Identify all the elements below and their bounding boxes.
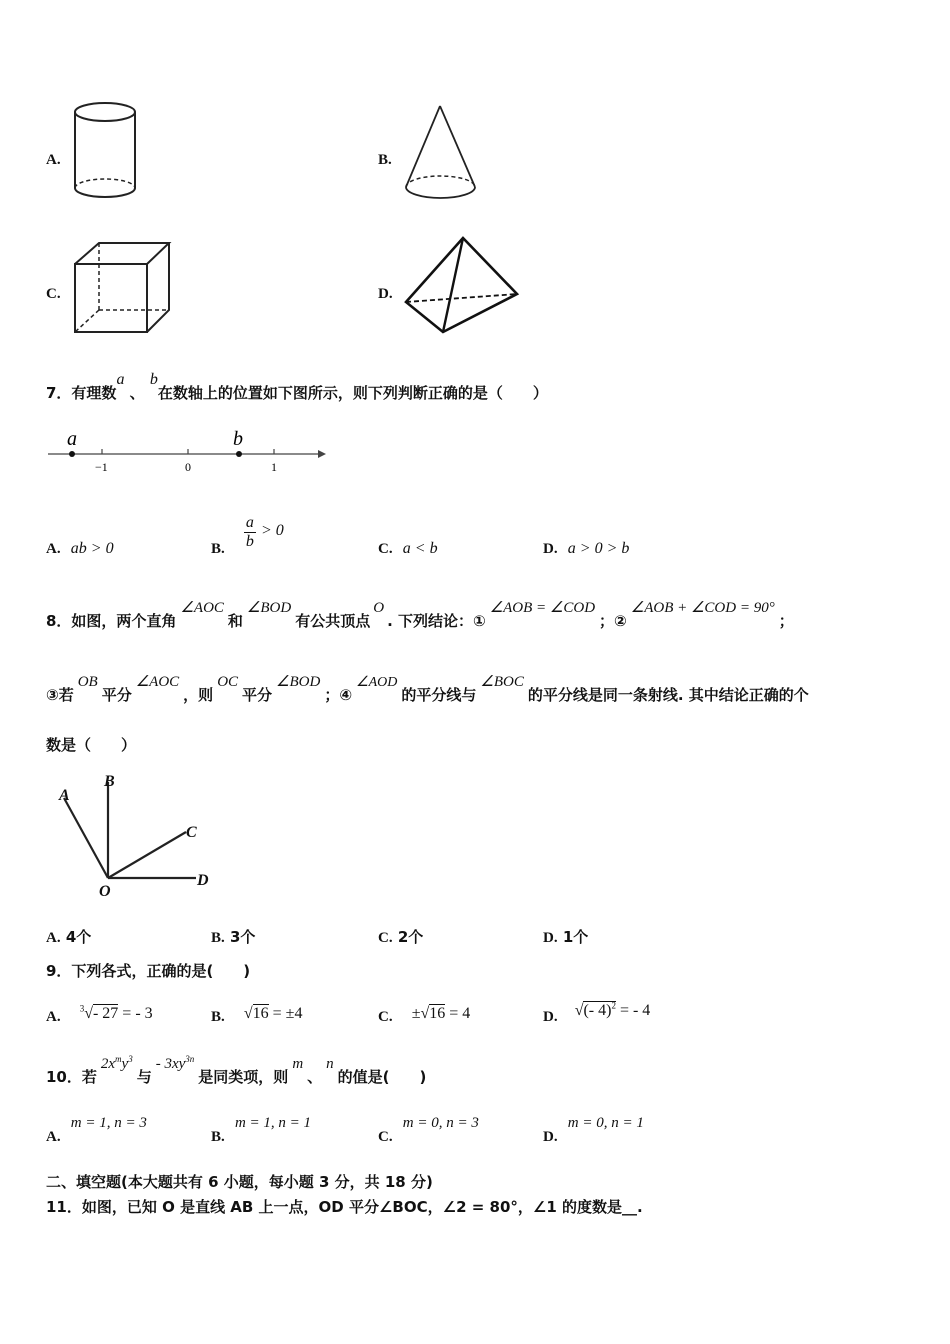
- q8-line-1: 8．如图，两个直角∠AOC和∠BOD有公共顶点O. 下列结论：①∠AOB = ∠COD；②∠AOB + ∠COD = 90°；: [46, 600, 794, 630]
- q8-line-3: 数是（ ）: [46, 736, 137, 754]
- square-root: √16 = ±4: [243, 1005, 303, 1022]
- q9-option-a[interactable]: A. $^3$√- 27 = - 3: [46, 1003, 153, 1025]
- conclusion-1: ∠AOB = ∠COD: [489, 600, 596, 616]
- number-line: [46, 425, 326, 480]
- tick-minus-1: −1: [95, 460, 108, 474]
- plus-minus-root: ±√16 = 4: [411, 1005, 471, 1022]
- axis-label-a: a: [67, 428, 77, 450]
- q9-option-d[interactable]: D. √(- 4)$^2$ = - 4: [543, 1000, 651, 1025]
- fig-label-a: A: [59, 787, 70, 804]
- q7-stem: [46, 371, 548, 403]
- fraction: $\frac{a}{b}$: [245, 514, 254, 550]
- section-2-title: 二、填空题(本大题共有 6 小题，每小题 3 分，共 18 分): [46, 1173, 433, 1191]
- angle-aoc: ∠AOC: [180, 600, 224, 616]
- pyramid-figure: [402, 234, 522, 338]
- option-d-label: D.: [378, 286, 393, 302]
- q7-prefix: 7．有理数: [46, 384, 117, 402]
- q8-option-a[interactable]: A. 4个: [46, 928, 92, 946]
- cube-figure: [72, 240, 174, 336]
- q9-option-b[interactable]: B. √16 = ±4: [211, 1005, 303, 1025]
- root-of-square: √(- 4)$^2$ = - 4: [574, 1000, 651, 1019]
- q11-stem: 11．如图，已知 O 是直线 AB 上一点，OD 平分∠BOC，∠2 = 80°，∠1 的度数是__.: [46, 1198, 643, 1216]
- q8-line-2: ③若OB平分∠AOC，则OC平分∠BOD；④∠AOD的平分线与∠BOC的平分线是同一条射线. 其中结论正确的个: [46, 674, 809, 704]
- fig-label-o: O: [99, 883, 111, 900]
- q7-var-a: a: [116, 371, 125, 388]
- angle-bod: ∠BOD: [246, 600, 292, 616]
- fig-label-b: B: [104, 773, 115, 790]
- q10-option-a[interactable]: A. m = 1, n = 3: [46, 1115, 147, 1145]
- q7-option-c[interactable]: C. a < b: [378, 540, 438, 557]
- cube-root: $^3$√- 27 = - 3: [79, 1003, 153, 1022]
- q10-stem: 10．若$2x^my^3$与- $3xy^{3n}$是同类项，则m、n的值是( ): [46, 1054, 427, 1086]
- q7-var-b: b: [149, 371, 158, 388]
- option-b-label: B.: [378, 152, 392, 168]
- conclusion-2: ∠AOB + ∠COD = 90°: [630, 600, 775, 616]
- axis-label-b: b: [233, 428, 243, 450]
- term-2: - $3xy^{3n}$: [155, 1054, 195, 1072]
- q9-stem: 9．下列各式，正确的是( ): [46, 962, 251, 980]
- q10-option-d[interactable]: D. m = 0, n = 1: [543, 1115, 644, 1145]
- fig-label-c: C: [186, 824, 197, 841]
- cone-figure: [400, 100, 482, 205]
- q10-option-c[interactable]: C. m = 0, n = 3: [378, 1115, 479, 1145]
- point-b: [236, 451, 242, 457]
- option-c-label: C.: [46, 286, 61, 302]
- q10-option-b[interactable]: B. m = 1, n = 1: [211, 1115, 312, 1145]
- q8-option-c[interactable]: C. 2个: [378, 928, 424, 946]
- tick-1: 1: [271, 460, 277, 474]
- point-o: O: [373, 600, 385, 616]
- q7-suffix: 在数轴上的位置如下图所示，则下列判断正确的是（ ）: [157, 384, 548, 402]
- cylinder-figure: [70, 100, 140, 205]
- q7-separator: 、: [129, 384, 145, 402]
- term-1: $2x^my^3$: [100, 1054, 133, 1072]
- q7-option-d[interactable]: D. a > 0 > b: [543, 540, 630, 557]
- point-a: [69, 451, 75, 457]
- option-a-label: A.: [46, 152, 61, 168]
- tick-0: 0: [185, 460, 191, 474]
- fig-label-d: D: [197, 872, 209, 889]
- q7-option-a[interactable]: A. ab > 0: [46, 540, 114, 557]
- q8-option-b[interactable]: B. 3个: [211, 928, 256, 946]
- q7-option-b[interactable]: B. $\frac{a}{b}$ > 0: [211, 514, 284, 557]
- angle-figure: [50, 770, 225, 900]
- q9-option-c[interactable]: C. ±√16 = 4: [378, 1005, 471, 1025]
- q8-option-d[interactable]: D. 1个: [543, 928, 589, 946]
